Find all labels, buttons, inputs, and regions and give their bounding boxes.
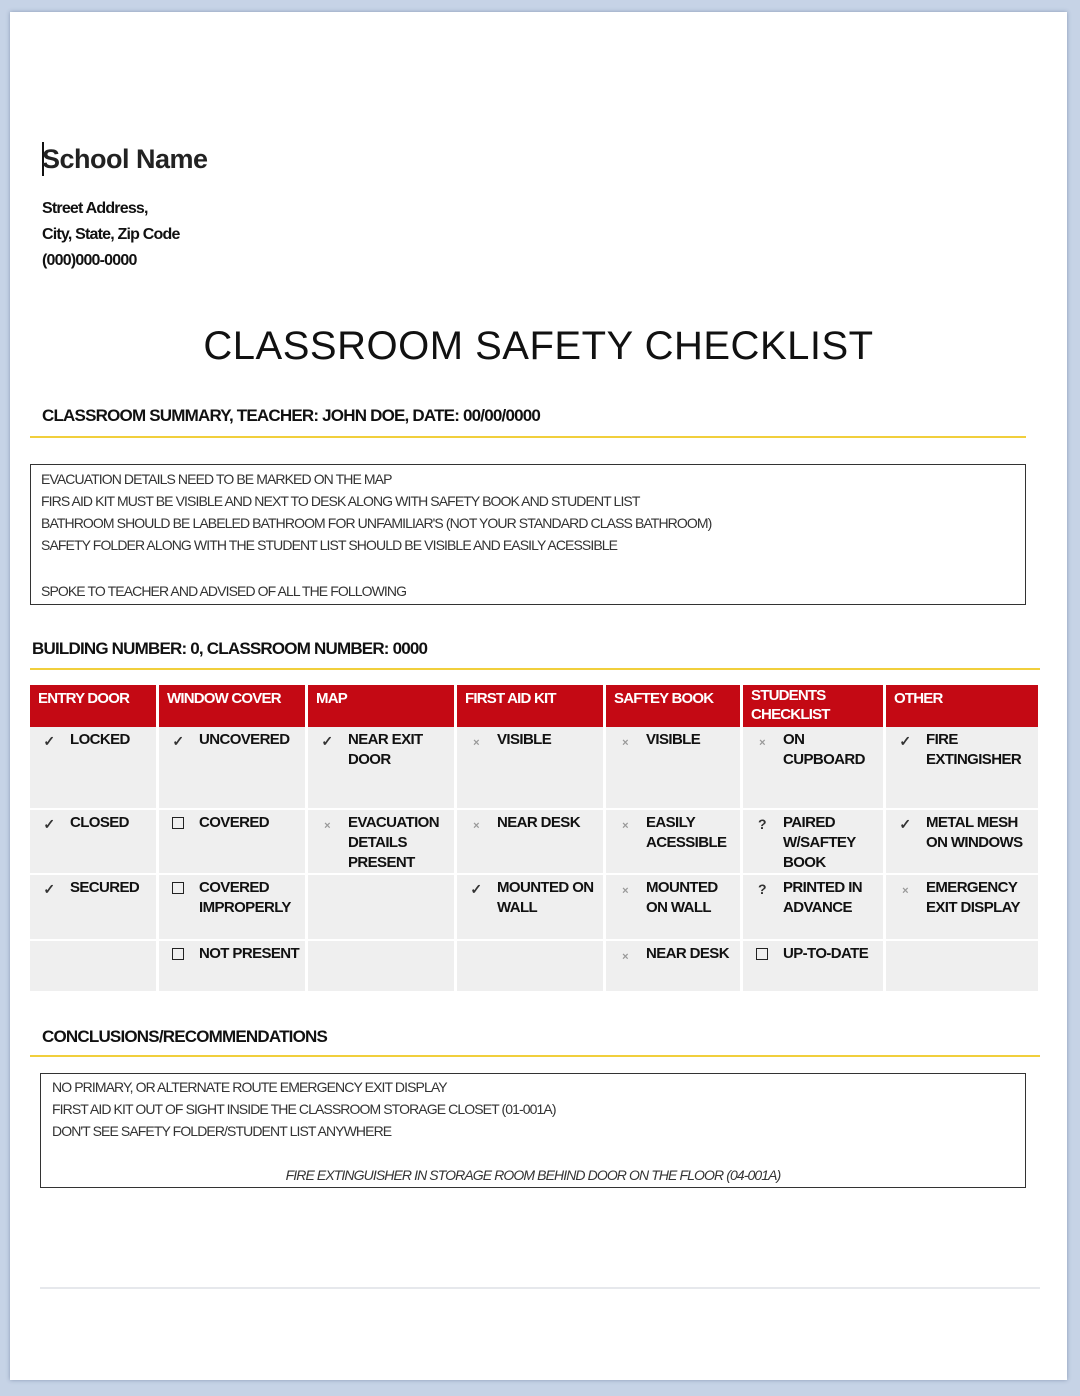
checklist-cell xyxy=(743,875,883,941)
checklist-cell xyxy=(886,727,1038,810)
summary-line: FIRS AID KIT MUST BE VISIBLE AND NEXT TO DESK ALONG WITH SAFETY BOOK AND STUDENT LIST xyxy=(41,493,640,509)
checklist-item-label: NOT PRESENT xyxy=(199,945,300,962)
checklist-item-label: VISIBLE xyxy=(646,731,701,748)
checklist-cell xyxy=(886,875,1038,941)
document-page xyxy=(10,12,1067,1380)
phone-number: (000)000-0000 xyxy=(42,252,137,269)
checklist-item-label: MOUNTED ON WALL xyxy=(646,879,718,916)
checklist-cell xyxy=(159,875,305,941)
checklist-item-label: COVERED IMPROPERLY xyxy=(199,879,291,916)
checklist-cell xyxy=(159,810,305,875)
summary-line: BATHROOM SHOULD BE LABELED BATHROOM FOR UNFAMILIAR'S (NOT YOUR STANDARD CLASS BATHROOM) xyxy=(41,515,712,531)
column-header: FIRST AID KIT xyxy=(457,685,603,727)
conclusions-heading: CONCLUSIONS/RECOMMENDATIONS xyxy=(42,1027,328,1046)
summary-heading: CLASSROOM SUMMARY, TEACHER: JOHN DOE, DATE: 00/00/0000 xyxy=(42,406,541,425)
checklist-cell xyxy=(30,810,156,875)
conclusions-divider xyxy=(30,1055,1040,1057)
checklist-table xyxy=(30,685,1030,991)
checklist-item-label: EASILY ACESSIBLE xyxy=(646,814,727,851)
checklist-cell xyxy=(743,941,883,991)
check-mark-icon: ✓ xyxy=(172,733,184,749)
building-divider xyxy=(30,668,1040,670)
checklist-cell xyxy=(606,875,740,941)
check-mark-icon: ✓ xyxy=(899,816,911,832)
empty-checkbox-icon xyxy=(172,882,184,894)
x-mark-icon: × xyxy=(473,737,479,749)
check-mark-icon: ✓ xyxy=(43,816,55,832)
footer-divider xyxy=(40,1287,1040,1289)
checklist-item-label: UNCOVERED xyxy=(199,731,290,748)
checklist-cell xyxy=(30,941,156,991)
checklist-item-label: NEAR EXIT DOOR xyxy=(348,731,423,768)
check-mark-icon: ✓ xyxy=(470,881,482,897)
checklist-cell xyxy=(30,875,156,941)
x-mark-icon: × xyxy=(622,885,628,897)
building-heading: BUILDING NUMBER: 0, CLASSROOM NUMBER: 0000 xyxy=(32,639,428,658)
x-mark-icon: × xyxy=(473,820,479,832)
checklist-item-label: MOUNTED ON WALL xyxy=(497,879,594,916)
checklist-cell xyxy=(457,941,603,991)
summary-line: SAFETY FOLDER ALONG WITH THE STUDENT LIST SHOULD BE VISIBLE AND EASILY ACESSIBLE xyxy=(41,537,618,553)
x-mark-icon: × xyxy=(324,820,330,832)
checklist-item-label: EMERGENCY EXIT DISPLAY xyxy=(926,879,1020,916)
checklist-item-label: METAL MESH ON WINDOWS xyxy=(926,814,1023,851)
column-header: WINDOW COVER xyxy=(159,685,305,727)
column-header: SAFTEY BOOK xyxy=(606,685,740,727)
empty-checkbox-icon xyxy=(756,948,768,960)
checklist-item-label: UP-TO-DATE xyxy=(783,945,869,962)
checklist-item-label: NEAR DESK xyxy=(497,814,580,831)
checklist-cell xyxy=(308,727,454,810)
checklist-cell xyxy=(159,727,305,810)
check-mark-icon: ✓ xyxy=(321,733,333,749)
checklist-item-label: FIRE EXTINGISHER xyxy=(926,731,1022,768)
summary-line: EVACUATION DETAILS NEED TO BE MARKED ON THE MAP xyxy=(41,471,392,487)
checklist-cell xyxy=(606,727,740,810)
checklist-cell xyxy=(308,941,454,991)
x-mark-icon: × xyxy=(622,737,628,749)
checklist-cell xyxy=(886,941,1038,991)
summary-notes-box xyxy=(30,464,1026,605)
column-header: OTHER xyxy=(886,685,1038,727)
x-mark-icon: × xyxy=(622,820,628,832)
conclusion-line: DON'T SEE SAFETY FOLDER/STUDENT LIST ANYWHERE xyxy=(52,1123,392,1139)
column-header: ENTRY DOOR xyxy=(30,685,156,727)
checklist-cell xyxy=(30,727,156,810)
checklist-item-label: PRINTED IN ADVANCE xyxy=(783,879,863,916)
check-mark-icon: ✓ xyxy=(43,881,55,897)
school-name-text: School Name xyxy=(42,144,208,174)
checklist-item-label: ON CUPBOARD xyxy=(783,731,865,768)
city-state-zip: City, State, Zip Code xyxy=(42,226,180,243)
checklist-item-label: CLOSED xyxy=(70,814,129,831)
checklist-cell xyxy=(308,810,454,875)
street-address: Street Address, xyxy=(42,200,148,217)
checklist-item-label: PAIRED W/SAFTEY BOOK xyxy=(783,814,856,871)
checklist-item-label: LOCKED xyxy=(70,731,130,748)
checklist-cell xyxy=(308,875,454,941)
checklist-cell xyxy=(159,941,305,991)
checklist-cell xyxy=(457,810,603,875)
conclusion-line: NO PRIMARY, OR ALTERNATE ROUTE EMERGENCY EXIT DISPLAY xyxy=(52,1079,447,1095)
conclusion-line: FIRST AID KIT OUT OF SIGHT INSIDE THE CLASSROOM STORAGE CLOSET (01-001A) xyxy=(52,1101,556,1117)
column-header: MAP xyxy=(308,685,454,727)
checklist-cell xyxy=(457,875,603,941)
summary-divider xyxy=(30,436,1026,438)
summary-line: SPOKE TO TEACHER AND ADVISED OF ALL THE FOLLOWING xyxy=(41,583,407,599)
check-mark-icon: ✓ xyxy=(899,733,911,749)
checklist-item-label: VISIBLE xyxy=(497,731,552,748)
checklist-cell xyxy=(743,727,883,810)
checklist-item-label: EVACUATION DETAILS PRESENT xyxy=(348,814,439,871)
checklist-item-label: COVERED xyxy=(199,814,269,831)
column-header: STUDENTS CHECKLIST xyxy=(743,685,883,727)
check-mark-icon: ✓ xyxy=(43,733,55,749)
question-mark-icon: ? xyxy=(758,881,766,897)
empty-checkbox-icon xyxy=(172,948,184,960)
x-mark-icon: × xyxy=(622,951,628,963)
x-mark-icon: × xyxy=(759,737,765,749)
checklist-item-label: SECURED xyxy=(70,879,140,896)
checklist-cell xyxy=(886,810,1038,875)
checklist-cell xyxy=(743,810,883,875)
question-mark-icon: ? xyxy=(758,816,766,832)
empty-checkbox-icon xyxy=(172,817,184,829)
x-mark-icon: × xyxy=(902,885,908,897)
checklist-cell xyxy=(606,810,740,875)
school-name-field[interactable] xyxy=(42,142,208,176)
conclusion-italic-note: FIRE EXTINGUISHER IN STORAGE ROOM BEHIND DOOR ON THE FLOOR (04-001A) xyxy=(285,1167,781,1183)
checklist-item-label: NEAR DESK xyxy=(646,945,729,962)
checklist-cell xyxy=(606,941,740,991)
document-title: CLASSROOM SAFETY CHECKLIST xyxy=(203,324,874,368)
checklist-cell xyxy=(457,727,603,810)
conclusions-box xyxy=(40,1073,1026,1188)
